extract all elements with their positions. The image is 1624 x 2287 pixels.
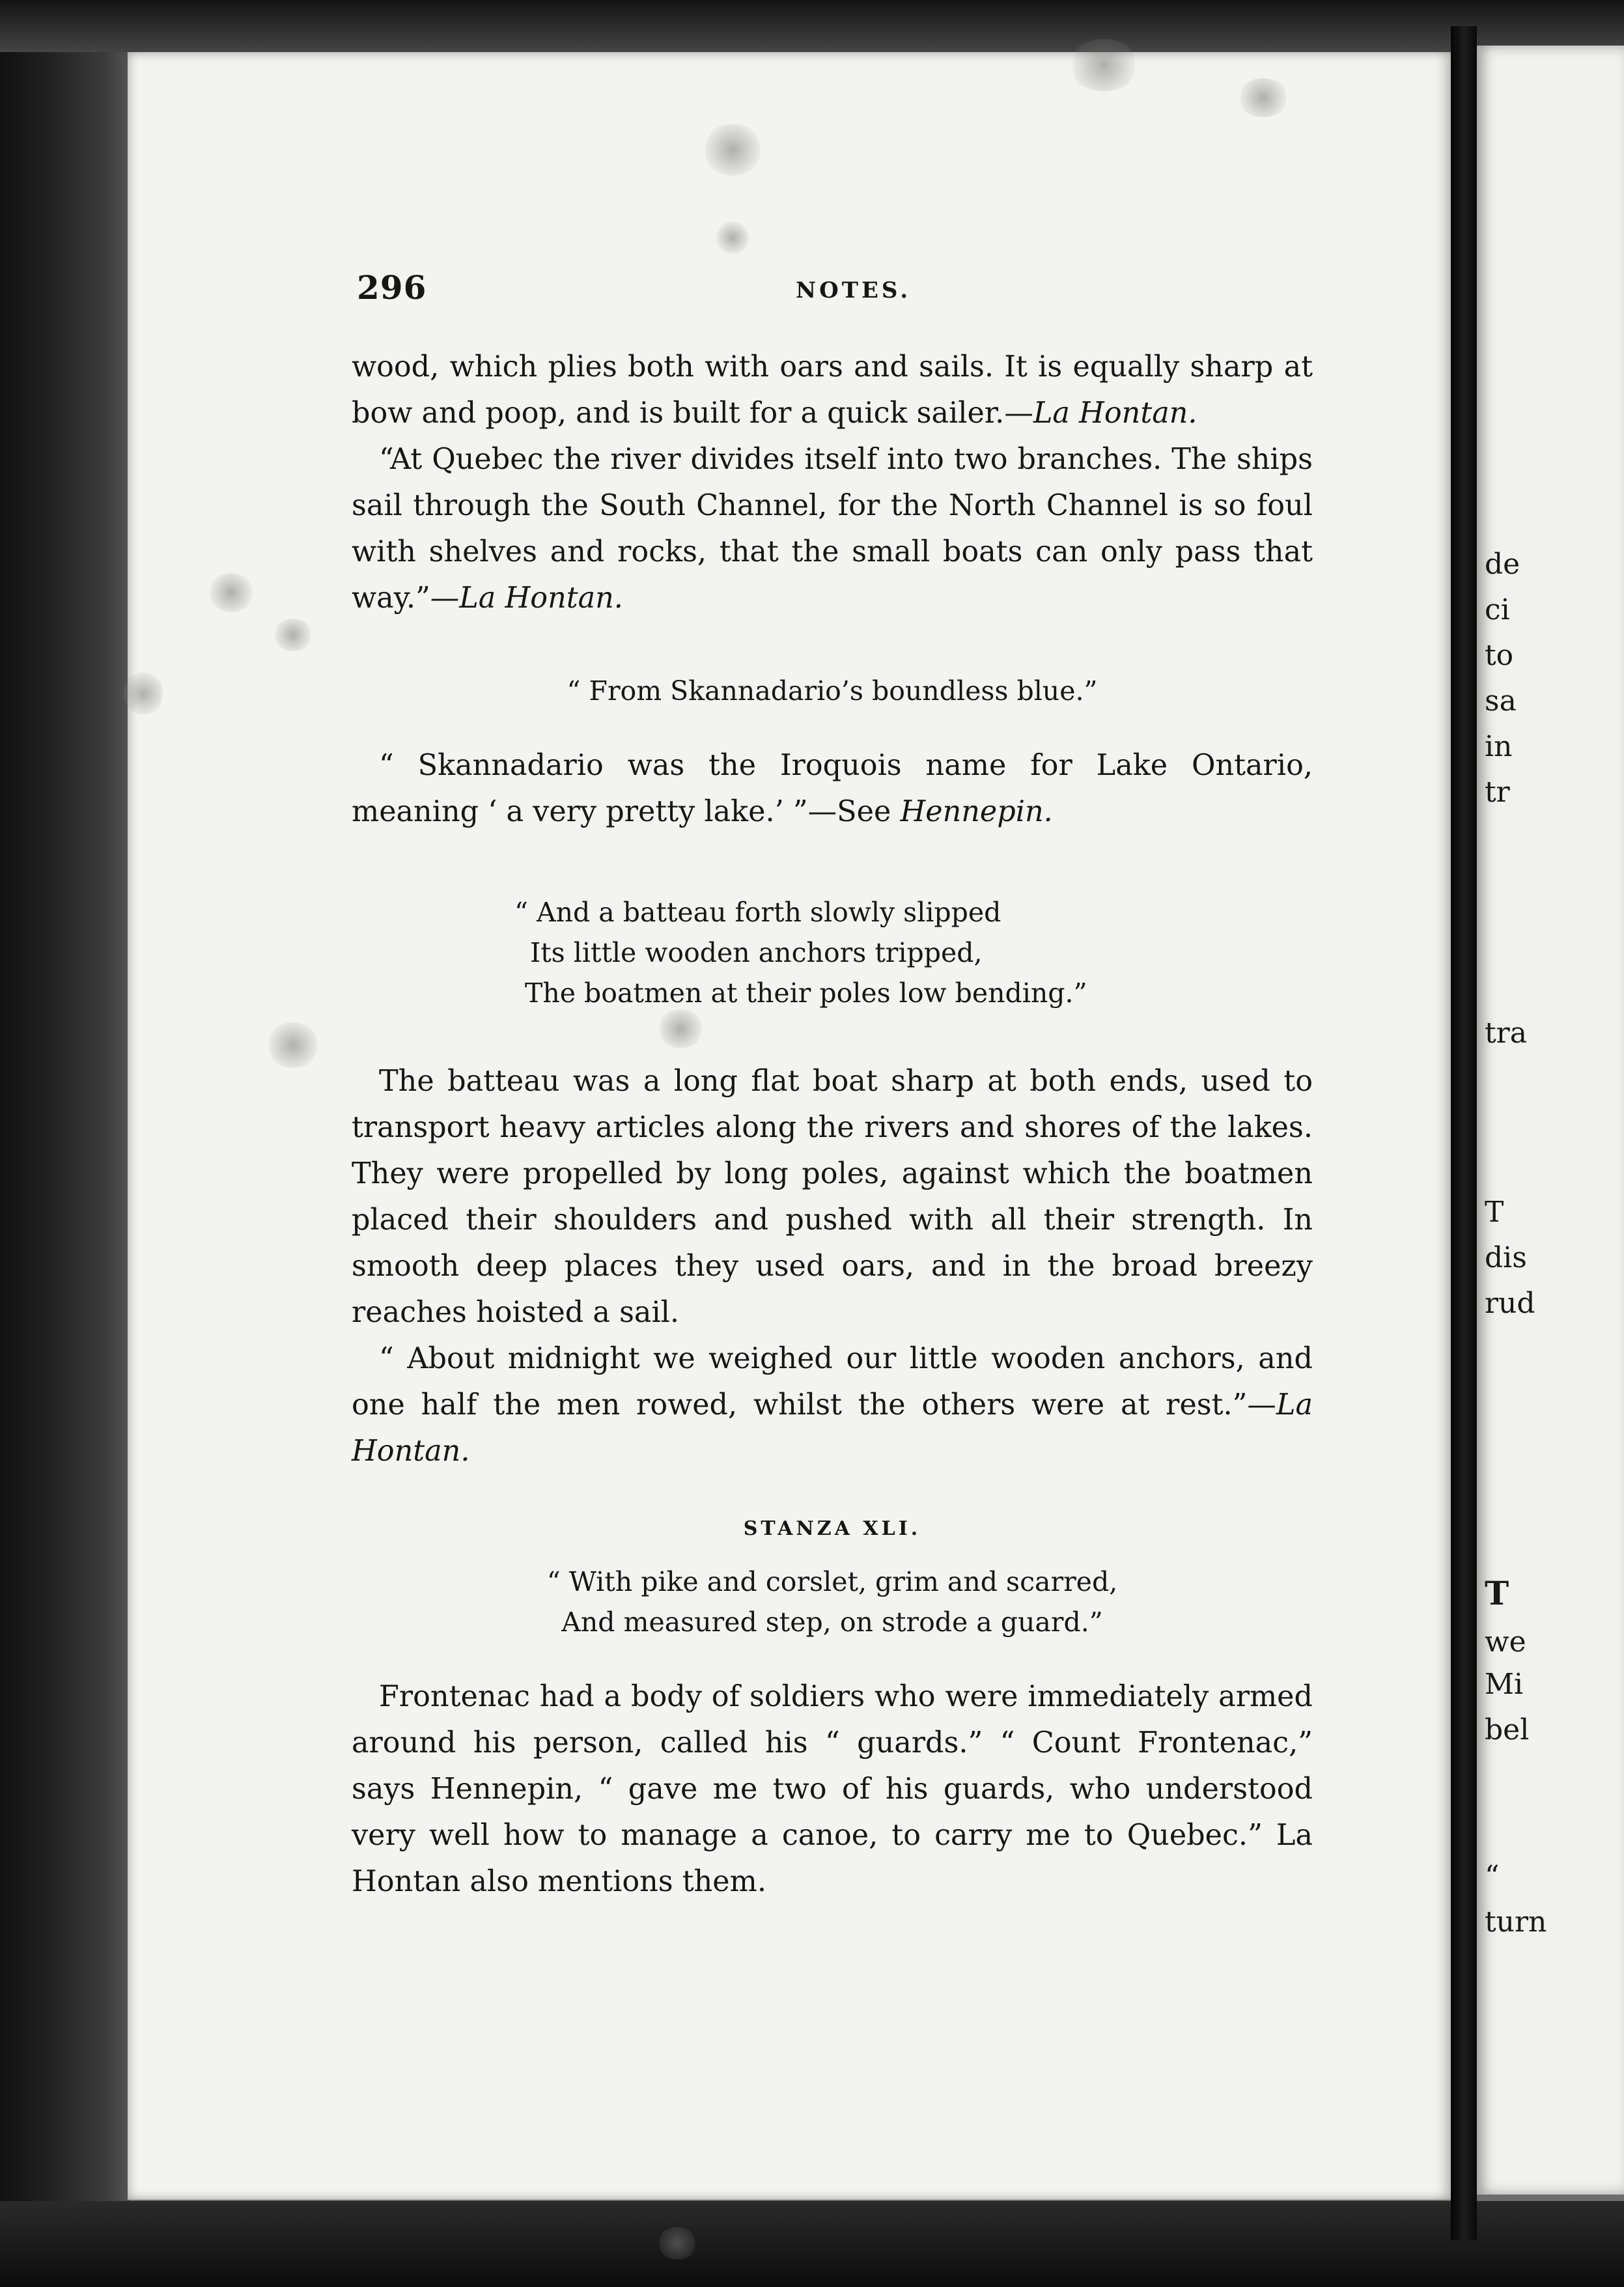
verse-line: And measured step, on strode a guard.” bbox=[561, 1607, 1103, 1638]
verse-quote: “ From Skannadario’s boundless blue.” bbox=[567, 675, 1098, 707]
facing-page-text: de bbox=[1485, 548, 1520, 581]
foxing-spot bbox=[273, 619, 313, 651]
facing-page-text: “ bbox=[1485, 1860, 1500, 1893]
facing-page-text: turn bbox=[1485, 1905, 1547, 1939]
foxing-spot bbox=[716, 221, 749, 254]
facing-page-text: sa bbox=[1485, 684, 1517, 718]
foxing-spot bbox=[658, 2227, 697, 2260]
page-header bbox=[357, 268, 1309, 307]
facing-page-text: we bbox=[1485, 1625, 1526, 1659]
foxing-spot bbox=[703, 124, 762, 176]
facing-page-text: tr bbox=[1485, 776, 1510, 809]
citation: Hennepin. bbox=[900, 795, 1053, 828]
page-gutter bbox=[1451, 26, 1477, 2240]
text-block bbox=[352, 742, 1313, 835]
paragraph: wood, which plies both with oars and sails. It is equally sharp at bow and poop, and is built for a quick sailer.—La Hontan. bbox=[352, 350, 1313, 430]
book-spine-shadow bbox=[0, 0, 130, 2287]
facing-page-text: to bbox=[1485, 639, 1514, 672]
facing-page-text: dis bbox=[1485, 1241, 1527, 1274]
facing-page-text: Mi bbox=[1485, 1668, 1524, 1701]
foxing-spot bbox=[658, 1009, 703, 1048]
facing-page-text: tra bbox=[1485, 1017, 1527, 1050]
text-block bbox=[352, 344, 1313, 621]
bottom-scan-edge bbox=[0, 2201, 1624, 2287]
verse-block bbox=[352, 1562, 1313, 1642]
facing-page-text: rud bbox=[1485, 1287, 1535, 1320]
text-block bbox=[352, 1058, 1313, 1474]
citation: —La Hontan. bbox=[1004, 397, 1197, 430]
top-scan-edge bbox=[0, 0, 1624, 52]
paragraph: Frontenac had a body of soldiers who were immediately armed around his person, called his “ guards.” “ Count Frontenac,” says Hennepin, “ gave me two of his guards, who understood very well how to manage a canoe, to carry me to Quebec.” La Hontan also mentions them. bbox=[352, 1680, 1313, 1898]
verse-block bbox=[514, 892, 1087, 1013]
page-number: 296 bbox=[357, 268, 427, 307]
facing-page-text: ci bbox=[1485, 593, 1510, 626]
running-head: NOTES. bbox=[796, 277, 912, 303]
paragraph: “ Skannadario was the Iroquois name for Lake Ontario, meaning ‘ a very pretty lake.’ ”—See Hennepin. bbox=[352, 749, 1313, 828]
verse-line: The boatmen at their poles low bending.” bbox=[525, 977, 1087, 1009]
citation: —La Hontan. bbox=[352, 1388, 1313, 1468]
verse-line: “ With pike and corslet, grim and scarred, bbox=[546, 1566, 1118, 1597]
facing-page-fragment bbox=[1477, 46, 1624, 2195]
foxing-spot bbox=[1237, 78, 1289, 117]
text-block bbox=[352, 1674, 1313, 1905]
paragraph: The batteau was a long flat boat sharp at both ends, used to transport heavy articles along the rivers and shores of the lakes. They were propelled by long poles, against which the boatmen placed their shoulders and pushed with all their strength. In smooth deep places they used oars, and in the broad breezy reaches hoisted a sail. bbox=[352, 1065, 1313, 1329]
facing-page-text: T bbox=[1485, 1196, 1504, 1229]
facing-page-text: in bbox=[1485, 730, 1513, 763]
paragraph: “ About midnight we weighed our little wooden anchors, and one half the men rowed, whilst the others were at rest.”—La Hontan. bbox=[352, 1342, 1313, 1468]
foxing-spot bbox=[1068, 39, 1140, 91]
facing-page-text: bel bbox=[1485, 1713, 1530, 1747]
citation: —La Hontan. bbox=[430, 582, 623, 615]
verse-line: “ And a batteau forth slowly slipped bbox=[514, 897, 1001, 928]
foxing-spot bbox=[124, 671, 163, 716]
stanza-heading: STANZA XLI. bbox=[743, 1517, 921, 1540]
paragraph: “At Quebec the river divides itself into two branches. The ships sail through the South Channel, for the North Channel is so foul with shelves and rocks, that the small boats can only pass that way.”—La Hontan. bbox=[352, 443, 1313, 615]
verse-line: Its little wooden anchors tripped, bbox=[530, 937, 983, 968]
facing-page-text: T bbox=[1485, 1574, 1509, 1612]
foxing-spot bbox=[208, 573, 254, 612]
foxing-spot bbox=[267, 1022, 319, 1068]
